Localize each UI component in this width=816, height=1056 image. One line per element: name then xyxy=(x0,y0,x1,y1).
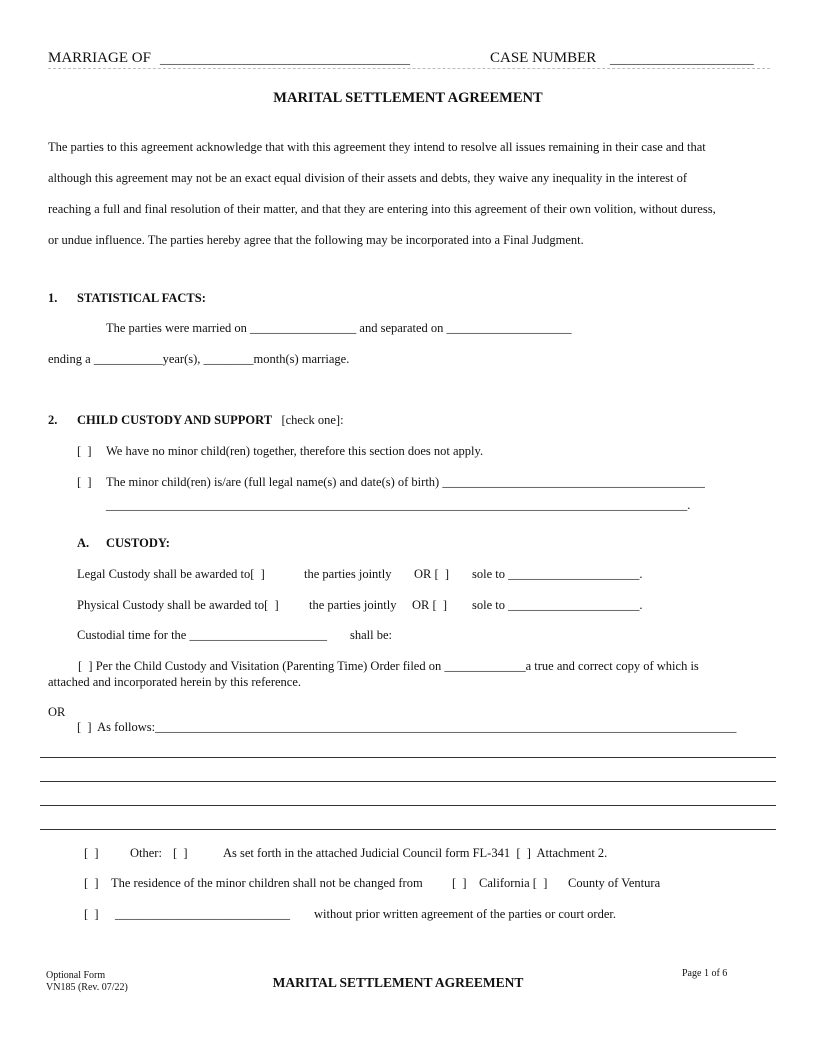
subsection-a-letter: A. xyxy=(77,536,90,550)
write-in-line[interactable] xyxy=(40,757,776,758)
without-agreement-field[interactable]: ____________________________ xyxy=(115,907,290,921)
check-one-note: [check one]: xyxy=(281,413,344,427)
subsection-a-heading: CUSTODY: xyxy=(106,536,170,550)
write-in-line[interactable] xyxy=(40,829,776,830)
residence-ca-option[interactable]: California [ ] xyxy=(479,876,548,890)
minor-children-continuation[interactable]: _____________________________________________________________________________________________. xyxy=(106,498,691,512)
other-label: Other: xyxy=(130,846,162,860)
intro-line: The parties to this agreement acknowledge that with this agreement they intend to resolve all issues remaining in their case and that xyxy=(48,140,706,154)
residence-county-text: County of Ventura xyxy=(568,876,661,890)
married-dates-line[interactable]: The parties were married on _________________ and separated on ____________________ xyxy=(106,321,572,335)
as-follows-field[interactable]: [ ] As follows:_____________________________________________________________________________________________ xyxy=(77,720,737,734)
other-checkbox[interactable]: [ ] xyxy=(84,846,99,860)
without-agreement-text: without prior written agreement of the parties or court order. xyxy=(314,907,616,921)
intro-line: or undue influence. The parties hereby agree that the following may be incorporated into a Final Judgment. xyxy=(48,233,584,247)
residence-text: The residence of the minor children shall not be changed from xyxy=(111,876,423,890)
residence-checkbox[interactable]: [ ] xyxy=(84,876,99,890)
page-title: MARITAL SETTLEMENT AGREEMENT xyxy=(273,90,543,106)
fl341-text[interactable]: As set forth in the attached Judicial Council form FL-341 [ ] Attachment 2. xyxy=(223,846,608,860)
physical-custody-or-checkbox[interactable]: OR [ ] xyxy=(412,598,448,612)
footer-title: MARITAL SETTLEMENT AGREEMENT xyxy=(272,975,524,990)
fl341-checkbox[interactable]: [ ] xyxy=(173,846,188,860)
or-word: OR xyxy=(48,705,66,719)
intro-line: although this agreement may not be an exact equal division of their assets and debts, they waive any inequality in the interest of xyxy=(48,171,688,185)
parenting-order-option[interactable] xyxy=(48,658,760,690)
marriage-of-field[interactable]: ________________________________________ xyxy=(160,52,410,66)
no-children-text: We have no minor child(ren) together, therefore this section does not apply. xyxy=(106,444,484,458)
case-number-label: CASE NUMBER xyxy=(490,50,597,66)
custodial-time-tail: shall be: xyxy=(350,628,393,642)
footer-page-number: Page 1 of 6 xyxy=(682,968,728,979)
intro-paragraph xyxy=(48,132,770,256)
section-1-number: 1. xyxy=(48,291,58,305)
footer-optional-form: Optional Form xyxy=(46,970,106,981)
footer-form-id: VN185 (Rev. 07/22) xyxy=(46,982,128,993)
parenting-order-line[interactable]: [ ] Per the Child Custody and Visitation (Parenting Time) Order filed on _____________a true and correct copy of which is xyxy=(78,659,699,673)
without-agreement-checkbox[interactable]: [ ] xyxy=(84,907,99,921)
physical-custody-sole-field[interactable]: sole to _____________________. xyxy=(472,598,643,612)
section-2-heading-row xyxy=(77,413,344,428)
write-in-line[interactable] xyxy=(40,805,776,806)
physical-custody-joint: the parties jointly xyxy=(309,598,397,612)
marriage-of-label: MARRIAGE OF xyxy=(48,50,151,66)
case-number-field[interactable]: _______________________ xyxy=(610,52,754,66)
parenting-order-line: attached and incorporated herein by this reference. xyxy=(48,675,301,689)
physical-custody-label[interactable]: Physical Custody shall be awarded to[ ] xyxy=(77,598,279,612)
custodial-time-field[interactable]: Custodial time for the ______________________ xyxy=(77,628,327,642)
minor-children-checkbox[interactable]: [ ] xyxy=(77,475,92,489)
section-2-number: 2. xyxy=(48,413,58,427)
marriage-duration-line[interactable]: ending a ___________year(s), ________month(s) marriage. xyxy=(48,352,350,366)
intro-line: reaching a full and final resolution of their matter, and that they are entering into this agreement of their own volition, without duress, xyxy=(48,202,716,216)
minor-children-text[interactable]: The minor child(ren) is/are (full legal name(s) and date(s) of birth) __________________________________________ xyxy=(106,475,705,489)
no-children-checkbox[interactable]: [ ] xyxy=(77,444,92,458)
form-header xyxy=(48,50,770,69)
write-in-line[interactable] xyxy=(40,781,776,782)
legal-custody-label[interactable]: Legal Custody shall be awarded to[ ] xyxy=(77,567,265,581)
section-1-heading: STATISTICAL FACTS: xyxy=(77,291,206,305)
legal-custody-or-checkbox[interactable]: OR [ ] xyxy=(414,567,450,581)
legal-custody-sole-field[interactable]: sole to _____________________. xyxy=(472,567,643,581)
legal-custody-joint: the parties jointly xyxy=(304,567,392,581)
residence-ca-checkbox[interactable]: [ ] xyxy=(452,876,467,890)
section-2-heading: CHILD CUSTODY AND SUPPORT xyxy=(77,413,273,427)
